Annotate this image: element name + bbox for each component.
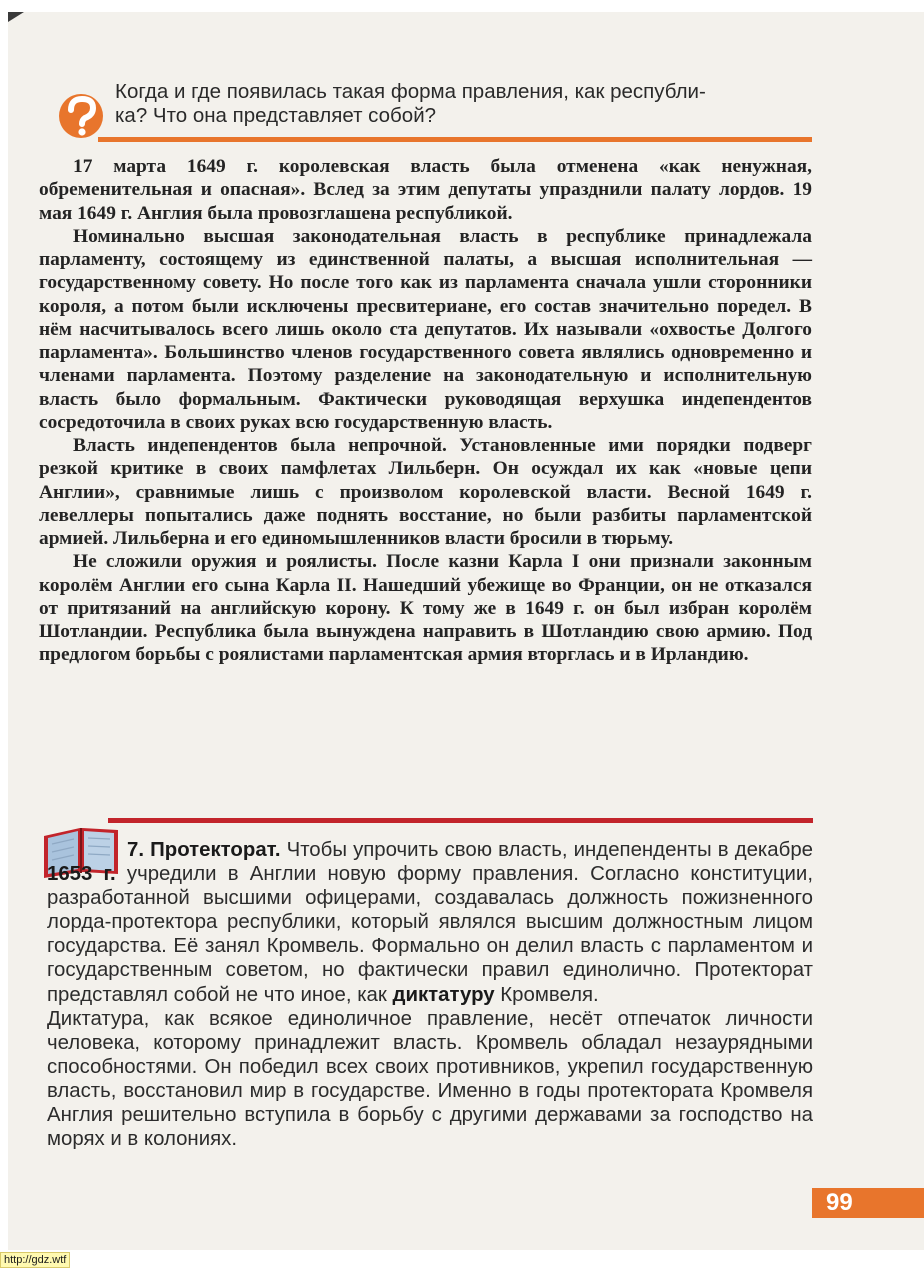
question-divider [98,137,812,142]
key-term: диктатуру [392,983,495,1006]
paragraph: Номинально высшая законодательная власть в республике принадлежала парламенту, состоящему из единственной палаты, а высшая исполнительная — государственному совету. Но после того как из парламента сначала ушли сторонники короля, а потом были исключены пресвитериане, его состав значительно поредел. В нём насчитывалось всего лишь около ста депутатов. Их называли «охвостье Долгого парламента». Большинство членов государственного совета являлись одновременно и членами парламента. Поэтому разделение на законодательную и исполнительную власть было формальным. Фактически руководящая верхушка индепендентов сосредоточила в своих руках всю государственную власть. [39,225,812,433]
paragraph: Не сложили оружия и роялисты. После казни Карла I они признали законным королём Англии его сына Карла II. Нашедший убежище во Франции, он не отказался от притязаний на английскую корону. К тому же в 1649 г. он был избран королём Шотландии. Республика была вынуждена направить в Шотландию свою армию. Под предлогом борьбы с роялистами парламентская армия вторглась и в Ирландию. [39,551,812,666]
page-number: 99 [812,1188,924,1218]
paragraph: 17 марта 1649 г. королевская власть была отменена «как ненужная, обременительная и опасная». Вслед за этим депутаты упразднили палату лордов. 19 мая 1649 г. Англия была провозглашена республикой. [39,156,812,224]
section-title: 7. Протекторат. [127,839,281,861]
question-mark-icon [55,90,111,140]
page-corner-mark [8,12,24,22]
text-fragment: Чтобы упрочить свою власть, индепенденты в декабре [280,839,813,861]
section-divider [108,818,813,823]
paragraph: Власть индепендентов была непрочной. Установленные ими порядки подверг резкой критике в своих памфлетах Лильберн. Он осуждал их как «новые цепи Англии», сравнимые лишь с произволом королевской власти. Весной 1649 г. левеллеры попытались даже поднять восстание, но были разбиты парламентской армией. Лильберна и его единомышленников власти бросили в тюрьму. [39,435,812,549]
question-text: Когда и где появилась такая форма правления, как республи- ка? Что она представляет собой? [115,80,706,127]
watermark-link[interactable]: http://gdz.wtf [0,1252,70,1268]
year-highlight: 1653 г. [47,863,116,886]
main-text [39,155,812,667]
section-7 [47,838,813,1151]
text-fragment: Кромвеля. [494,983,599,1006]
section-7-paragraph [47,838,813,1007]
text-fragment: учредили в Англии новую форму правления. Согласно конституции, разработанной высшими офицерами, создавалась должность пожизненного лорда-протектора республики, который являлся высшим должностным лицом государства. Её занял Кромвель. Формально он делил власть с парламентом и государственным советом, но фактически правил единолично. Протекторат представлял собой не что иное, как [47,863,813,1006]
section-7-paragraph: Диктатура, как всякое единоличное правление, несёт отпечаток личности человека, которому принадлежит власть. Кромвель обладал незаурядными способностями. Он победил всех своих противников, укрепил государственную власть, восстановил мир в государстве. Именно в годы протектората Кромвеля Англия решительно вступила в борьбу с другими державами за господство на морях и в колониях. [47,1007,813,1151]
